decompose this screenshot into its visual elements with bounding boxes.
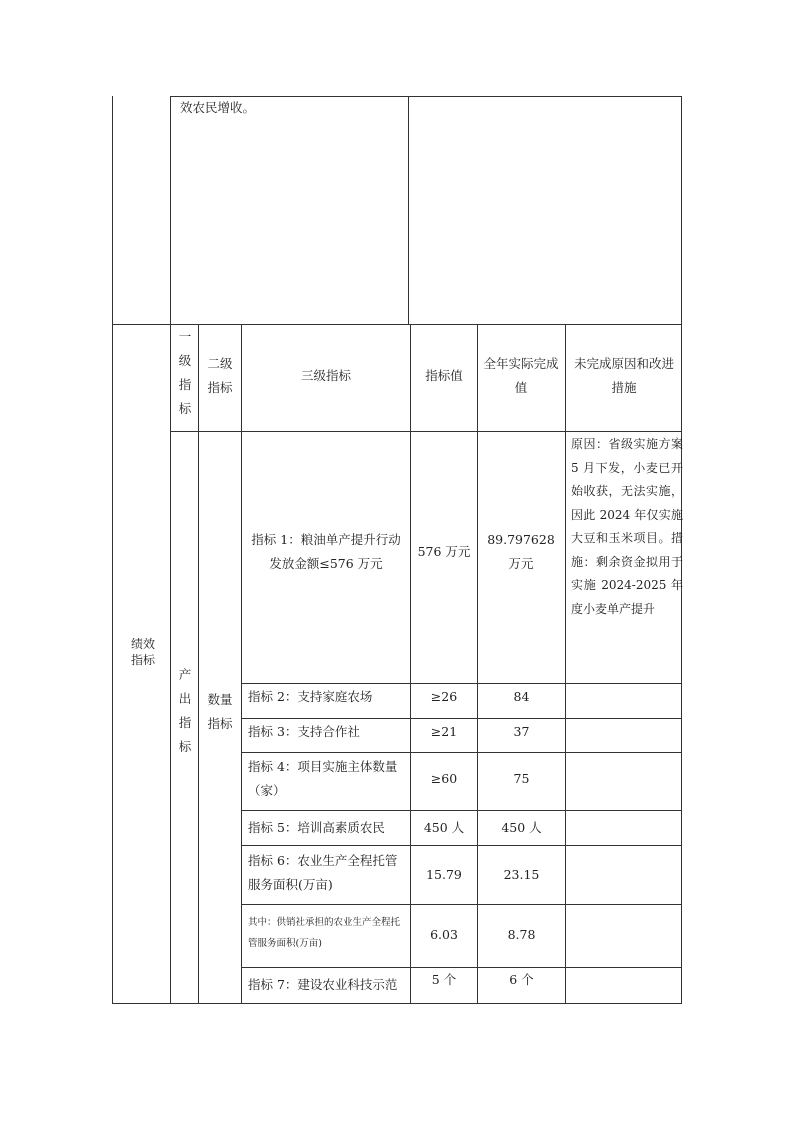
row-6-actual: 23.15 [503, 867, 540, 882]
row-3-target: ≥21 [430, 724, 458, 739]
row-4-target: ≥60 [430, 771, 458, 786]
row-7-name: 其中：供销社承担的农业生产全程托管服务面积(万亩) [248, 917, 401, 949]
header-actual: 全年实际完成值 [483, 356, 559, 395]
row-2-target: ≥26 [430, 689, 458, 704]
row-6-target: 15.79 [426, 867, 462, 882]
row-2-actual: 84 [513, 689, 530, 704]
performance-indicators-label: 绩效指标 [130, 637, 155, 667]
row-4-name: 指标 4：项目实施主体数量（家） [248, 759, 398, 798]
row-1-target: 576 万元 [417, 544, 471, 559]
row-7-actual: 8.78 [507, 927, 536, 942]
row-1-name: 指标 1：粮油单产提升行动发放金额≤576 万元 [251, 532, 401, 571]
header-level2: 二级指标 [207, 356, 233, 395]
level2-value: 数量指标 [207, 692, 233, 731]
row-8-target: 5 个 [431, 972, 457, 987]
row-1-actual: 89.797628万元 [487, 532, 555, 571]
top-text: 效农民增收。 [180, 100, 256, 115]
row-3-name: 指标 3：支持合作社 [248, 724, 360, 739]
header-level1: 一级指标 [178, 329, 192, 416]
row-3-actual: 37 [513, 724, 530, 739]
row-1-reason: 原因：省级实施方案 5 月下发，小麦已开始收获，无法实施，因此 2024 年仅实施大豆和玉米项目。措施：剩余资金拟用于实施 2024-2025 年度小麦单产提升 [571, 437, 683, 616]
row-4-actual: 75 [513, 771, 530, 786]
header-reason: 未完成原因和改进措施 [573, 356, 674, 395]
row-8-actual: 6 个 [509, 972, 534, 987]
row-6-name: 指标 6：农业生产全程托管服务面积(万亩) [248, 853, 398, 892]
row-8-name: 指标 7：建设农业科技示范 [248, 977, 398, 992]
row-5-name: 指标 5：培训高素质农民 [248, 820, 385, 835]
row-2-name: 指标 2：支持家庭农场 [248, 689, 373, 704]
header-target: 指标值 [425, 368, 463, 383]
row-5-target: 450 人 [423, 820, 465, 835]
row-7-target: 6.03 [430, 927, 458, 942]
level1-value: 产出指标 [178, 667, 192, 754]
header-level3: 三级指标 [300, 368, 351, 383]
row-5-actual: 450 人 [501, 820, 542, 835]
